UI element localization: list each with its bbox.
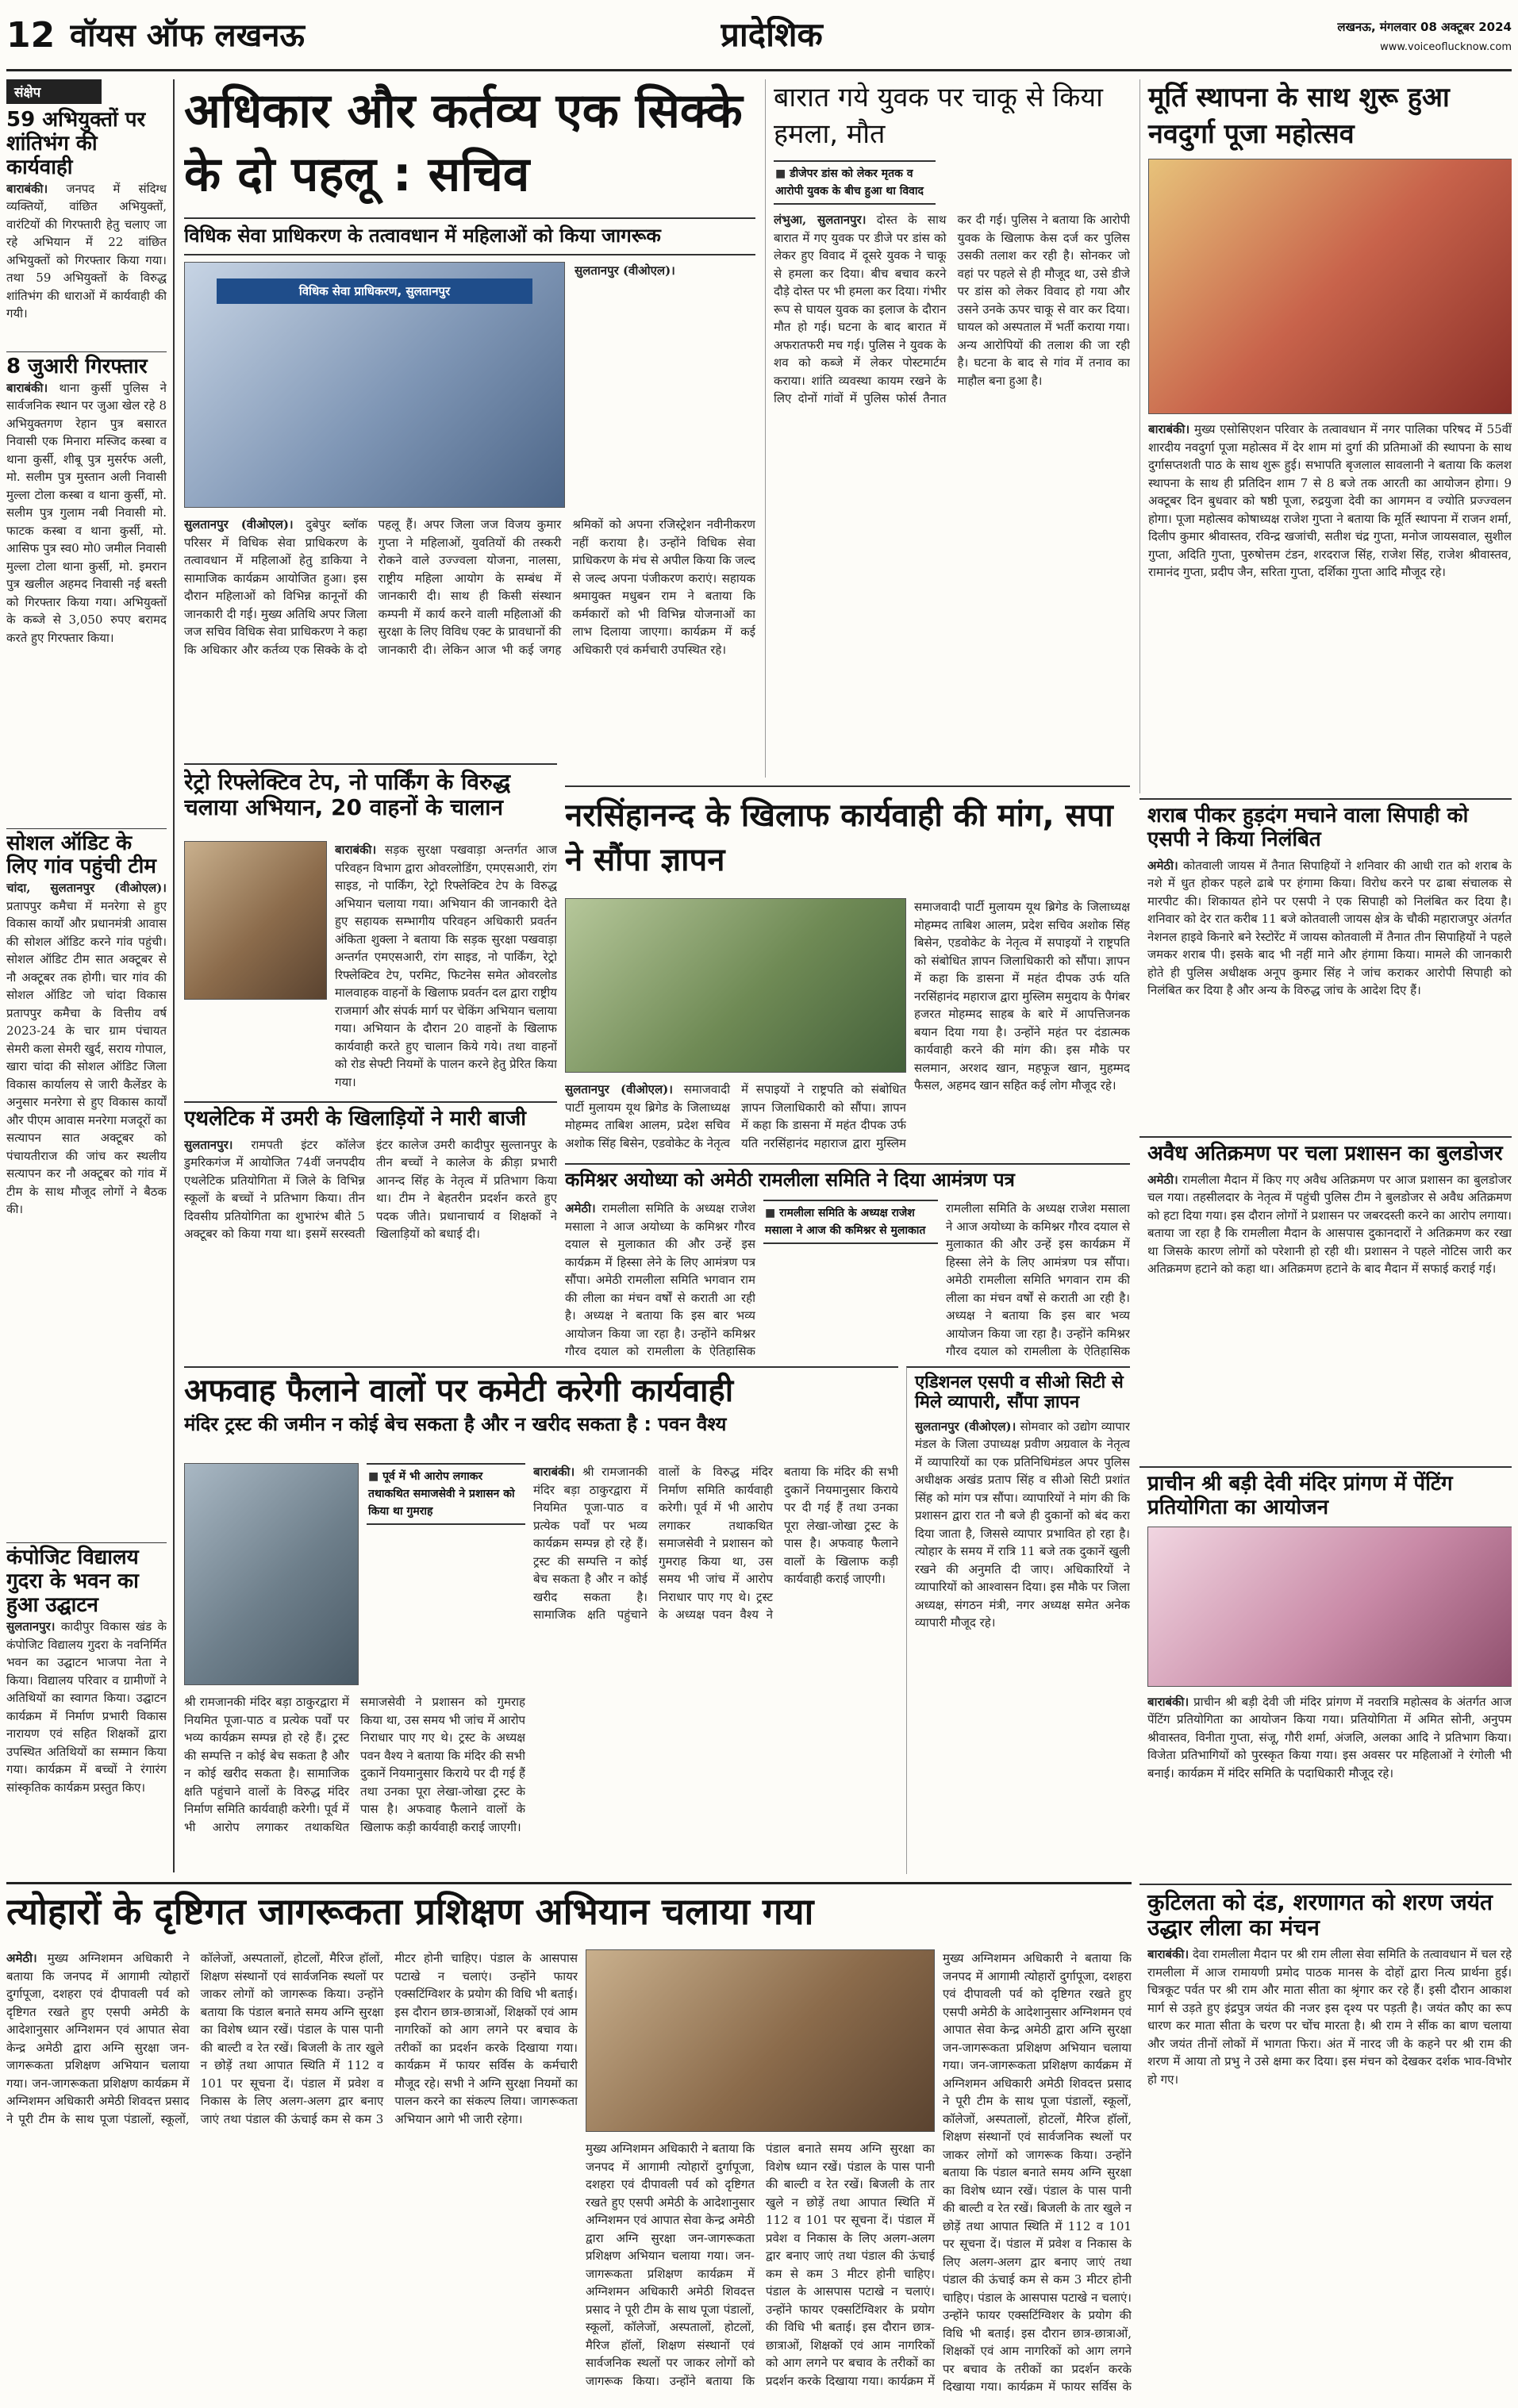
tyohar-body-right: मुख्य अग्निशमन अधिकारी ने बताया कि जनपद में आगामी त्योहारों दुर्गापूजा, दशहरा एवं दीपावली पर्व को दृष्टिगत रखते हुए एसपी अमेठी के आदेशानुसार अग्निशमन एवं आपात सेवा केन्द्र अमेठी द्वारा अग्नि सुरक्षा जन-जागरूकता प्रशिक्षण अभियान चलाया गया। जन-जागरूकता प्रशिक्षण कार्यक्रम में अग्निशमन अधिकारी अमेठी शिवदत्त प्रसाद ने पूरी टीम के साथ पूजा पंडालों, स्कूलों, कॉलेजों, अस्पतालों, होटलों, मैरिज हॉलों, शिक्षण संस्थानों एवं सार्वजनिक स्थलों पर जाकर लोगों को जागरूक किया। उन्होंने बताया कि पंडाल बनाते समय अग्नि सुरक्षा का विशेष ध्यान रखें। पंडाल के पास पानी की बाल्टी व रेत रखें। बिजली के तार खुले न छोड़ें तथा आपात स्थिति में 112 व 101 पर सूचना दें। पंडाल में प्रवेश व निकास के लिए अलग-अलग द्वार बनाए जाएं तथा पंडाल की ऊंचाई कम से कम 3 मीटर होनी चाहिए। पंडाल के आसपास पटाखे न चलाएं। उन्होंने फायर एक्सटिंग्विशर के प्रयोग की विधि भी बताई। इस दौरान छात्र-छात्राओं, शिक्षकों एवं आम नागरिकों को आग लगने पर बचाव के तरीकों का प्रदर्शन करके दिखाया गया। कार्यक्रम में फायर सर्विस के xyxy=(943,1951,1132,2394)
painting-body: बाराबंकी। प्राचीन श्री बड़ी देवी जी मंदिर प्रांगण में नवरात्रि महोत्सव के अंतर्गत आज पेंटिंग प्रतियोगिता का आयोजन किया गया। प्रतियोगिता में अमित सोनी, अनुपम श्रीवास्तव, विनीता गुप्ता, संजू, गौरी शर्मा, अंजलि, अलका आदि ने प्रतिभाग किया। विजेता प्रतिभागियों को पुरस्कृत किया गया। इस अवसर पर महिलाओं ने रंगोली भी बनाई। कार्यक्रम में मंदिर समिति के पदाधिकारी मौजूद रहे। xyxy=(1147,1694,1512,1780)
baarat-body: लंभुआ, सुलतानपुर। दोस्त के साथ बारात में गए युवक पर डीजे पर डांस को लेकर हुए विवाद में दूसरे युवक ने चाकू से हमला कर दिया। बीच बचाव करने दौड़े दोस्त पर भी हमला कर दिया। गंभीर रूप से घायल युवक का इलाज के दौरान मौत हो गई। घटना के बाद बारात में अफरातफरी मच गई। पुलिस ने युवक के शव को कब्जे में लेकर पोस्टमार्टम कराया। शांति व्यवस्था कायम रखने के लिए दोनों गांवों में पुलिस फोर्स तैनात कर दी गई। पुलिस ने बताया कि आरोपी युवक के खिलाफ केस दर्ज कर पुलिस उसकी तलाश कर रही है। सोनकर जो वहां पर पहले से ही मौजूद था, उसे डीजे पर डांस को लेकर विवाद हो गया और उसने उनके ऊपर चाकू से वार कर दिया। घायल को अस्पताल में भर्ती कराया गया। अन्य आरोपियों की तलाश की जा रही है। घटना के बाद से गांव में तनाव का माहौल बना हुआ है। xyxy=(774,213,1130,405)
brief-headline: 8 जुआरी गिरफ्तार xyxy=(6,354,148,378)
tyohar-photo xyxy=(586,1949,935,2132)
lead-subhead: विधिक सेवा प्राधिकरण के तत्वावधान में महिलाओं को किया जागरूक xyxy=(184,217,755,255)
ramlila-bullet: ■ रामलीला समिति के अध्यक्ष राजेश मसाला ने आज की कमिश्नर से मुलाकात xyxy=(763,1200,938,1244)
baarat-story xyxy=(765,79,1130,778)
brief-story-2 xyxy=(6,351,167,824)
painting-photo xyxy=(1147,1527,1512,1687)
murti-body: बाराबंकी। मुख्य एसोसिएशन परिवार के तत्वावधान में नगर पालिका परिषद में 55वीं शारदीय नवदुर्गा पूजा महोत्सव में देर शाम मां दुर्गा की प्रतिमाओं की स्थापना के साथ दुर्गासप्तशती पाठ के साथ शुरू हुई। सभापति बृजलाल सावलानी ने बताया कि कलश स्थापना के साथ ही प्रतिदिन शाम 7 से 8 बजे तक आरती का आयोजन होगा। 9 अक्टूबर दिन बुधवार को षष्ठी पूजा, रुद्रयुजा देवी का आगमन व ज्योति प्रज्ज्वलन होगा। पूजा महोत्सव कोषाध्यक्ष राजेश गुप्ता ने बताया कि मूर्ति स्थापना में राजन शर्मा, दिलीप कुमार श्रीवास्तव, रविन्द्र खजांची, सतीश चंद्र गुप्ता, मनोज जायसवाल, सुशील गुप्ता, अदिति गुप्ता, पुरुषोत्तम टंडन, शरदराज सिंह, राजेश सिंह, राजेश श्रीवास्तव, रामानंद गुप्ता, प्रदीप जैन, सरिता गुप्ता, दर्शिका गुप्ता आदि मौजूद रहे। xyxy=(1148,422,1512,579)
kutilta-body: बाराबंकी। देवा रामलीला मैदान पर श्री राम लीला सेवा समिति के तत्वावधान में चल रहे रामलीला में आज रामायणी प्रमोद पाठक मानस के दोहों द्वारा नित्य प्रार्थना हुई। चित्रकूट पर्वत पर श्री राम और माता सीता का श्रृंगार कर रहे हैं। इसी दौरान आकाश मार्ग से उड़ते हुए इंद्रपुत्र जयंत की नजर इस दृश्य पर पड़ती है। जयंत कौए का रूप धारण कर माता सीता के चरण पर चोंच मारता है। श्री राम ने सींक का बाण चलाया और जयंत तीनों लोकों में भागता फिरा। अंत में नारद जी के कहने पर श्री राम की शरण में आया तो प्रभु ने उसे क्षमा कर दिया। इस मंचन को देखकर दर्शक भाव-विभोर हो गए। xyxy=(1147,1947,1512,2087)
paper-name: वॉयस ऑफ लखनऊ xyxy=(70,17,305,54)
atikraman-body: अमेठी। रामलीला मैदान में किए गए अवैध अतिक्रमण पर आज प्रशासन का बुलडोजर चल गया। तहसीलदार के नेतृत्व में पहुंची पुलिस टीम ने बुलडोजर से अवैध अतिक्रमण को हटा दिया गया। इस दौरान लोगों ने प्रशासन पर जबरदस्ती करने का आरोप लगाया। बताया जा रहा है कि रामलीला मैदान के आसपास दुकानदारों ने अतिक्रमण कर रखा था जिसके कारण लोगों को परेशानी हो रही थी। प्रशासन ने पहले नोटिस जारी कर अतिक्रमण हटाने को कहा था। अतिक्रमण हटाने के बाद मैदान में सफाई कराई गई। xyxy=(1147,1172,1512,1277)
athletics-headline: एथलेटिक में उमरी के खिलाड़ियों ने मारी बाजी xyxy=(184,1107,526,1131)
painting-headline: प्राचीन श्री बड़ी देवी मंदिर प्रांगण में पेंटिंग प्रतियोगिता का आयोजन xyxy=(1147,1472,1453,1519)
narsinghanand-photo xyxy=(565,898,906,1073)
retro-story xyxy=(184,763,557,1096)
brief-body: बाराबंकी। जनपद में संदिग्ध व्यक्तियों, वांछित अभियुक्तों, वारंटियों की गिरफ्तारी हेतु चलाए जा रहे अभियान में 22 वांछित अभियुक्तों को गिरफ्तार किया गया। तथा 59 अभियुक्तों के विरुद्ध शांतिभंग की धाराओं में कार्यवाही की गयी। xyxy=(6,181,167,321)
baarat-bullet: ■ डीजेपर डांस को लेकर मृतक व आरोपी युवक के बीच हुआ था विवाद xyxy=(774,160,936,205)
narsinghanand-body: सुलतानपुर (वीओएल)। समाजवादी पार्टी मुलायम यूथ ब्रिगेड के जिलाध्यक्ष मोहम्मद ताबिश आलम, प्रदेश सचिव अशोक सिंह बिसेन, एडवोकेट के नेतृत्व में सपाइयों ने राष्ट्रपति को संबोधित ज्ञापन जिलाधिकारी को सौंपा। ज्ञापन में कहा कि डासना में महंत दीपक उर्फ यति नरसिंहानंद महाराज द्वारा मुस्लिम xyxy=(565,1082,906,1150)
narsinghanand-story xyxy=(565,785,1130,1158)
brief-body: चांदा, सुलतानपुर (वीओएल)। प्रतापपुर कमैचा में मनरेगा से हुए विकास कार्यों और प्रधानमंत्री आवास की सोशल ऑडिट करने गांव पहुंची। सोशल ऑडिट टीम सात अक्टूबर से नौ अक्टूबर तक होगी। चार गांव की सोशल ऑडिट जो चांदा विकास प्रतापपुर कमैचा के वित्तीय वर्ष 2023-24 के चार ग्राम पंचायत सेमरी कला सेमरी खुर्द, सराय गोपाल, खारा चांदा की सोशल ऑडिट जिला विकास कार्यालय से जारी कैलेंडर के अनुसार मनरेगा से हुए विकास कार्यों और पीएम आवास मनरेगा मजदूरों का सत्यापन सात अक्टूबर को पंचायतीराज की जांच कर स्थलीय सत्यापन कर नौ अक्टूबर को गांव में टीम के साथ मौजूद लोगों ने बैठक की। xyxy=(6,881,167,1217)
sipahi-headline: शराब पीकर हुड़दंग मचाने वाला सिपाही को एसपी ने किया निलंबित xyxy=(1147,804,1469,851)
issue-date: लखनऊ, मंगलवार 08 अक्टूबर 2024 xyxy=(1337,20,1512,34)
sipahi-body: अमेठी। कोतवाली जायस में तैनात सिपाहियों ने शनिवार की आधी रात को शराब के नशे में धुत होकर पहले ढाबे पर हंगामा किया। विरोध करने पर ढाबा संचालक से मारपीट की। शिकायत होने पर एसपी ने एक सिपाही को निलंबित कर दिया है। शनिवार को देर रात करीब 11 बजे कोतवाली जायस क्षेत्र के चौकी महाराजपुर अंतर्गत नेशनल हाइवे किनारे बने रेस्टोरेंट में जायस कोतवाली में तैनात तीन सिपाहियों ने पहले जमकर शराब पी। इसके बाद भी नहीं माने और हंगामा किया। मामले की जानकारी होते ही पुलिस अधीक्षक अनूप कुमार सिंह ने जांच कराकर आरोपी सिपाही को निलंबित कर दिया है और अन्य के विरुद्ध जांच के आदेश दिए हैं। xyxy=(1147,858,1512,998)
left-column xyxy=(6,79,175,1872)
athletics-body: सुलतानपुर। रामपती इंटर कॉलेज डुमरिकगंज में आयोजित 74वीं जनपदीय एथलेटिक प्रतियोगिता में जिले के विभिन्न स्कूलों के बच्चों ने प्रतिभाग किया। तीन दिवसीय प्रतियोगिता का शुभारंभ बीते 5 अक्टूबर को किया गया था। इसमें सरस्वती इंटर कालेज उमरी कादीपुर सुल्तानपुर के तीन बच्चों ने कालेज के क्रीड़ा प्रभारी आनन्द सिंह के नेतृत्व में प्रतिभाग किया था। टीम ने बेहतरीन प्रदर्शन करते हुए पदक जीते। प्रधानाचार्य व शिक्षकों ने खिलाड़ियों को बधाई दी। xyxy=(184,1137,557,1242)
section-title: प्रादेशिक xyxy=(721,16,823,54)
sp-headline: एडिशनल एसपी व सीओ सिटी से मिले व्यापारी, सौंपा ज्ञापन xyxy=(915,1373,1124,1413)
retro-photo xyxy=(184,841,327,1000)
masthead xyxy=(6,6,1512,71)
afwah-body: बाराबंकी। श्री रामजानकी मंदिर बड़ा ठाकुरद्वारा में नियमित पूजा-पाठ व प्रत्येक पर्वों पर भव्य कार्यक्रम सम्पन्न हो रहे हैं। ट्रस्ट की सम्पत्ति न कोई बेच सकता है और न कोई खरीद सकता है। सामाजिक क्षति पहुंचाने वालों के विरुद्ध मंदिर निर्माण समिति कार्यवाही करेगी। पूर्व में भी आरोप लगाकर तथाकथित समाजसेवी ने प्रशासन को गुमराह किया था, उस समय भी जांच में आरोप निराधार पाए गए थे। ट्रस्ट के अध्यक्ष पवन वैश्य ने बताया कि मंदिर की सभी दुकानें नियमानुसार किराये पर दी गई हैं तथा उनका पूरा लेखा-जोखा ट्रस्ट के पास है। अफवाह फैलाने वालों के खिलाफ कड़ी कार्यवाही कराई जाएगी। xyxy=(533,1465,898,1622)
tyohar-headline: त्योहारों के दृष्टिगत जागरूकता प्रशिक्षण अभियान चलाया गया xyxy=(6,1891,814,1933)
brief-story-1 xyxy=(6,109,167,347)
narsinghanand-headline: नरसिंहानन्द के खिलाफ कार्यवाही की मांग, सपा ने सौंपा ज्ञापन xyxy=(565,797,1113,878)
brief-headline: सोशल ऑडिट के लिए गांव पहुंची टीम xyxy=(6,831,156,879)
afwah-bullet: ■ पूर्व में भी आरोप लगाकर तथाकथित समाजसेवी ने प्रशासन को किया था गुमराह xyxy=(367,1463,525,1525)
kutilta-story xyxy=(1139,1884,1512,2402)
tyohar-body-mid: मुख्य अग्निशमन अधिकारी ने बताया कि जनपद में आगामी त्योहारों दुर्गापूजा, दशहरा एवं दीपावली पर्व को दृष्टिगत रखते हुए एसपी अमेठी के आदेशानुसार अग्निशमन एवं आपात सेवा केन्द्र अमेठी द्वारा अग्नि सुरक्षा जन-जागरूकता प्रशिक्षण अभियान चलाया गया। जन-जागरूकता प्रशिक्षण कार्यक्रम में अग्निशमन अधिकारी अमेठी शिवदत्त प्रसाद ने पूरी टीम के साथ पूजा पंडालों, स्कूलों, कॉलेजों, अस्पतालों, होटलों, मैरिज हॉलों, शिक्षण संस्थानों एवं सार्वजनिक स्थलों पर जाकर लोगों को जागरूक किया। उन्होंने बताया कि पंडाल बनाते समय अग्नि सुरक्षा का विशेष ध्यान रखें। पंडाल के पास पानी की बाल्टी व रेत रखें। बिजली के तार खुले न छोड़ें तथा आपात स्थिति में 112 व 101 पर सूचना दें। पंडाल में प्रवेश व निकास के लिए अलग-अलग द्वार बनाए जाएं तथा पंडाल की ऊंचाई कम से कम 3 मीटर होनी चाहिए। पंडाल के आसपास पटाखे न चलाएं। उन्होंने फायर एक्सटिंग्विशर के प्रयोग की विधि भी बताई। इस दौरान छात्र-छात्राओं, शिक्षकों एवं आम नागरिकों को आग लगने पर बचाव के तरीकों का प्रदर्शन करके दिखाया गया। कार्यक्रम में xyxy=(586,2141,935,2388)
murti-story xyxy=(1139,79,1512,793)
atikraman-story xyxy=(1139,1136,1512,1461)
sankshep-tag: संक्षेप xyxy=(6,79,102,104)
afwah-body-left: श्री रामजानकी मंदिर बड़ा ठाकुरद्वारा में नियमित पूजा-पाठ व प्रत्येक पर्वों पर भव्य कार्यक्रम सम्पन्न हो रहे हैं। ट्रस्ट की सम्पत्ति न कोई बेच सकता है और न कोई खरीद सकता है। सामाजिक क्षति पहुंचाने वालों के विरुद्ध मंदिर निर्माण समिति कार्यवाही करेगी। पूर्व में भी आरोप लगाकर तथाकथित समाजसेवी ने प्रशासन को गुमराह किया था, उस समय भी जांच में आरोप निराधार पाए गए थे। ट्रस्ट के अध्यक्ष पवन वैश्य ने बताया कि मंदिर की सभी दुकानें नियमानुसार किराये पर दी गई हैं तथा उनका पूरा लेखा-जोखा ट्रस्ट के पास है। अफवाह फैलाने वालों के खिलाफ कड़ी कार्यवाही कराई जाएगी। xyxy=(184,1695,525,1834)
lead-photo xyxy=(184,262,565,508)
photo-banner-text: विधिक सेवा प्राधिकरण, सुलतानपुर xyxy=(217,278,532,304)
lead-body-right: सुलतानपुर (वीओएल)। xyxy=(575,263,675,278)
tyohar-body-left: अमेठी। मुख्य अग्निशमन अधिकारी ने बताया कि जनपद में आगामी त्योहारों दुर्गापूजा, दशहरा एवं दीपावली पर्व को दृष्टिगत रखते हुए एसपी अमेठी के आदेशानुसार अग्निशमन एवं आपात सेवा केन्द्र अमेठी द्वारा अग्नि सुरक्षा जन-जागरूकता प्रशिक्षण अभियान चलाया गया। जन-जागरूकता प्रशिक्षण कार्यक्रम में अग्निशमन अधिकारी अमेठी शिवदत्त प्रसाद ने पूरी टीम के साथ पूजा पंडालों, स्कूलों, कॉलेजों, अस्पतालों, होटलों, मैरिज हॉलों, शिक्षण संस्थानों एवं सार्वजनिक स्थलों पर जाकर लोगों को जागरूक किया। उन्होंने बताया कि पंडाल बनाते समय अग्नि सुरक्षा का विशेष ध्यान रखें। पंडाल के पास पानी की बाल्टी व रेत रखें। बिजली के तार खुले न छोड़ें तथा आपात स्थिति में 112 व 101 पर सूचना दें। पंडाल में प्रवेश व निकास के लिए अलग-अलग द्वार बनाए जाएं तथा पंडाल की ऊंचाई कम से कम 3 मीटर होनी चाहिए। पंडाल के आसपास पटाखे न चलाएं। उन्होंने फायर एक्सटिंग्विशर के प्रयोग की विधि भी बताई। इस दौरान छात्र-छात्राओं, शिक्षकों एवं आम नागरिकों को आग लगने पर बचाव के तरीकों का प्रदर्शन करके दिखाया गया। कार्यक्रम में फायर सर्विस के कर्मचारी मौजूद रहे। सभी ने अग्नि सुरक्षा नियमों का पालन करने का संकल्प लिया। जागरूकता अभियान आगे भी जारी रहेगा। xyxy=(6,1951,578,2126)
afwah-story xyxy=(184,1366,898,1874)
brief-story-3 xyxy=(6,828,167,1538)
brief-body: सुलतानपुर। कादीपुर विकास खंड के कंपोजिट विद्यालय गुदरा के नवनिर्मित भवन का उद्घाटन भाजपा नेता ने किया। विद्यालय परिवार व ग्रामीणों ने अतिथियों का स्वागत किया। उद्घाटन कार्यक्रम में निर्माण प्रभारी विकास नारायण एवं सहित शिक्षकों द्वारा उपस्थित अतिथियों का सम्मान किया गया। कार्यक्रम में बच्चों ने रंगारंग सांस्कृतिक कार्यक्रम प्रस्तुत किए। xyxy=(6,1619,167,1795)
lead-body: सुलतानपुर (वीओएल)। दुबेपुर ब्लॉक परिसर में विधिक सेवा प्राधिकरण के तत्वावधान में महिलाओं हेतु डाकिया ने सामाजिक कार्यक्रम आयोजित हुआ। इस दौरान महिलाओं को विभिन्न कानूनों की जानकारी दी गई। मुख्य अतिथि अपर जिला जज सचिव विधिक सेवा प्राधिकरण ने कहा कि अधिकार और कर्तव्य एक सिक्के के दो पहलू हैं। अपर जिला जज विजय कुमार गुप्ता ने महिलाओं, युवतियों की तस्करी रोकने वाले उज्ज्वला योजना, नालसा, राष्ट्रीय महिला आयोग के सम्बंध में जानकारी दी। साथ ही किसी संस्थान कम्पनी में कार्य करने वाली महिलाओं की सुरक्षा के लिए विविध एक्ट के प्रावधानों की जानकारी दी। लेकिन आज भी कई जगह श्रमिकों को अपना रजिस्ट्रेशन नवीनीकरण नहीं कराया है। उन्होंने विधिक सेवा प्राधिकरण के मंच से अपील किया कि जल्द से जल्द अपना पंजीकरण कराएं। सहायक श्रमायुक्त मधुबन राम ने बताया कि कर्मकारों को भी विभिन्न योजनाओं का लाभ दिलाया जाएगा। कार्यक्रम में कई अधिकारी एवं कर्मचारी उपस्थित रहे। xyxy=(184,517,755,657)
baarat-headline: बारात गये युवक पर चाकू से किया हमला, मौत xyxy=(774,82,1103,150)
lead-story xyxy=(184,79,755,762)
atikraman-headline: अवैध अतिक्रमण पर चला प्रशासन का बुलडोजर xyxy=(1147,1142,1503,1166)
brief-story-4 xyxy=(6,1542,167,1872)
ramlila-story xyxy=(565,1163,1130,1361)
page-number: 12 xyxy=(6,16,56,56)
brief-headline: 59 अभियुक्तों पर शांतिभंग की कार्यवाही xyxy=(6,108,146,179)
painting-story xyxy=(1139,1466,1512,1879)
ramlila-body-right: रामलीला समिति के अध्यक्ष राजेश मसाला ने आज अयोध्या के कमिश्नर गौरव दयाल से मुलाकात की और उन्हें इस कार्यक्रम में हिस्सा लेने के लिए आमंत्रण पत्र सौंपा। अमेठी रामलीला समिति भगवान राम की लीला का मंचन वर्षों से कराती आ रही है। अध्यक्ष ने बताया कि इस बार भव्य आयोजन किया जा रहा है। उन्होंने कमिश्नर गौरव दयाल को रामलीला के ऐतिहासिक xyxy=(946,1201,1130,1358)
ramlila-body: अमेठी। रामलीला समिति के अध्यक्ष राजेश मसाला ने आज अयोध्या के कमिश्नर गौरव दयाल से मुलाकात की और उन्हें इस कार्यक्रम में हिस्सा लेने के लिए आमंत्रण पत्र सौंपा। अमेठी रामलीला समिति भगवान राम की लीला का मंचन वर्षों से कराती आ रही है। अध्यक्ष ने बताया कि इस बार भव्य आयोजन किया जा रहा है। उन्होंने कमिश्नर गौरव दयाल को रामलीला के ऐतिहासिक xyxy=(565,1201,755,1358)
tyohar-story xyxy=(6,1882,1132,2402)
ramlila-headline: कमिश्नर अयोध्या को अमेठी रामलीला समिति ने दिया आमंत्रण पत्र xyxy=(565,1169,1015,1191)
murti-photo xyxy=(1148,159,1512,414)
narsinghanand-body-right: समाजवादी पार्टी मुलायम यूथ ब्रिगेड के जिलाध्यक्ष मोहम्मद ताबिश आलम, प्रदेश सचिव अशोक सिंह बिसेन, एडवोकेट के नेतृत्व में सपाइयों ने राष्ट्रपति को संबोधित ज्ञापन जिलाधिकारी को सौंपा। ज्ञापन में कहा कि डासना में महंत दीपक उर्फ यति नरसिंहानंद महाराज द्वारा मुस्लिम समुदाय के पैगंबर हजरत मोहम्मद साहब के बारे में आपत्तिजनक बयान दिया गया है। उन्होंने महंत पर दंडात्मक कार्यवाही करने की मांग की। इस मौके पर सलमान, अरशद खान, महफूज खान, मुहम्मद फैसल, अहमद खान सहित कई लोग मौजूद रहे। xyxy=(914,900,1130,1093)
retro-headline: रेट्रो रिफ्लेक्टिव टेप, नो पार्किंग के विरुद्ध चलाया अभियान, 20 वाहनों के चालान xyxy=(184,769,511,821)
retro-body: बाराबंकी। सड़क सुरक्षा पखवाड़ा अन्तर्गत आज परिवहन विभाग द्वारा ओवरलोडिंग, एमएसआरी, रांग साइड, नो पार्किंग, रेट्रो रिफ्लेक्टिव टेप के विरुद्ध अभियान चलाया गया। अभियान की जानकारी देते हुए सहायक सम्भागीय परिवहन अधिकारी प्रवर्तन अंकिता शुक्ला ने बताया कि सड़क सुरक्षा पखवाड़ा अन्तर्गत एमएसआरी, रांग साइड, नो पार्किंग, रेट्रो रिफ्लेक्टिव टेप, परमिट, फिटनेस समेत ओवरलोड मालवाहक वाहनों के खिलाफ प्रवर्तन दल द्वारा राष्ट्रीय राजमार्ग और संपर्क मार्ग पर चेकिंग अभियान चलाया गया। अभियान के दौरान 20 वाहनों के खिलाफ कार्यवाही करते हुए चालान किये गये। तथा वाहनों को रोड सेफ्टी नियमों के पालन करने हेतु प्रेरित किया गया। xyxy=(335,843,557,1089)
website[interactable]: www.voiceoflucknow.com xyxy=(1380,41,1512,53)
sipahi-story xyxy=(1139,798,1512,1131)
brief-headline: कंपोजिट विद्यालय गुदरा के भवन का हुआ उद्घाटन xyxy=(6,1546,139,1618)
sp-body: सुलतानपुर (वीओएल)। सोमवार को उद्योग व्यापार मंडल के जिला उपाध्यक्ष प्रवीण अग्रवाल के नेतृत्व में व्यापारियों का एक प्रतिनिधिमंडल अपर पुलिस अधीक्षक अखंड प्रताप सिंह व सीओ सिटी प्रशांत सिंह को मांग पत्र सौंपा। व्यापारियों ने मांग की कि प्रशासन द्वारा रात नौ बजे ही दुकानों को बंद करा दिया जाता है, जिससे व्यापार प्रभावित हो रहा है। त्योहार के समय में रात्रि 11 बजे तक दुकानें खुली रखने की अनुमति दी जाए। अधिकारियों ने व्यापारियों को आश्वासन दिया। इस मौके पर जिला अध्यक्ष, संगठन मंत्री, नगर अध्यक्ष समेत अनेक व्यापारी मौजूद रहे। xyxy=(915,1419,1130,1630)
brief-body: बाराबंकी। थाना कुर्सी पुलिस ने सार्वजनिक स्थान पर जुआ खेल रहे 8 अभियुक्तगण रेहान पुत्र बसारत निवासी एक मिनारा मस्जिद कस्बा व थाना कुर्सी, शीबू पुत्र मुसर्रफ अली, मो. सलीम पुत्र मुस्तान अली निवासी मुल्ला टोला कस्बा व थाना कुर्सी, मो. सलीम पुत्र गुलाम नबी निवासी मो. फाटक कस्बा व थाना कुर्सी, मो. आसिफ पुत्र स्व0 मो0 जमील निवासी मुल्ला टोला थाना कुर्सी, मो. इमरान पुत्र खलील अहमद निवासी नई बस्ती को गिरफ्तार किया गया। अभियुक्तों के कब्जे से 3,050 रुपए बरामद करते हुए गिरफ्तार किया। xyxy=(6,380,167,645)
lead-headline: अधिकार और कर्तव्य एक सिक्के के दो पहलू : सचिव xyxy=(184,83,743,202)
kutilta-headline: कुटिलता को दंड, शरणागत को शरण जयंत उद्धार लीला का मंचन xyxy=(1147,1889,1493,1941)
afwah-headline: अफवाह फैलाने वालों पर कमेटी करेगी कार्यवाही xyxy=(184,1373,734,1409)
sp-story xyxy=(906,1366,1130,1874)
afwah-photo xyxy=(184,1463,359,1685)
murti-headline: मूर्ति स्थापना के साथ शुरू हुआ नवदुर्गा पूजा महोत्सव xyxy=(1148,82,1450,150)
afwah-subhead: मंदिर ट्रस्ट की जमीन न कोई बेच सकता है और न खरीद सकता है : पवन वैश्य xyxy=(184,1413,727,1435)
